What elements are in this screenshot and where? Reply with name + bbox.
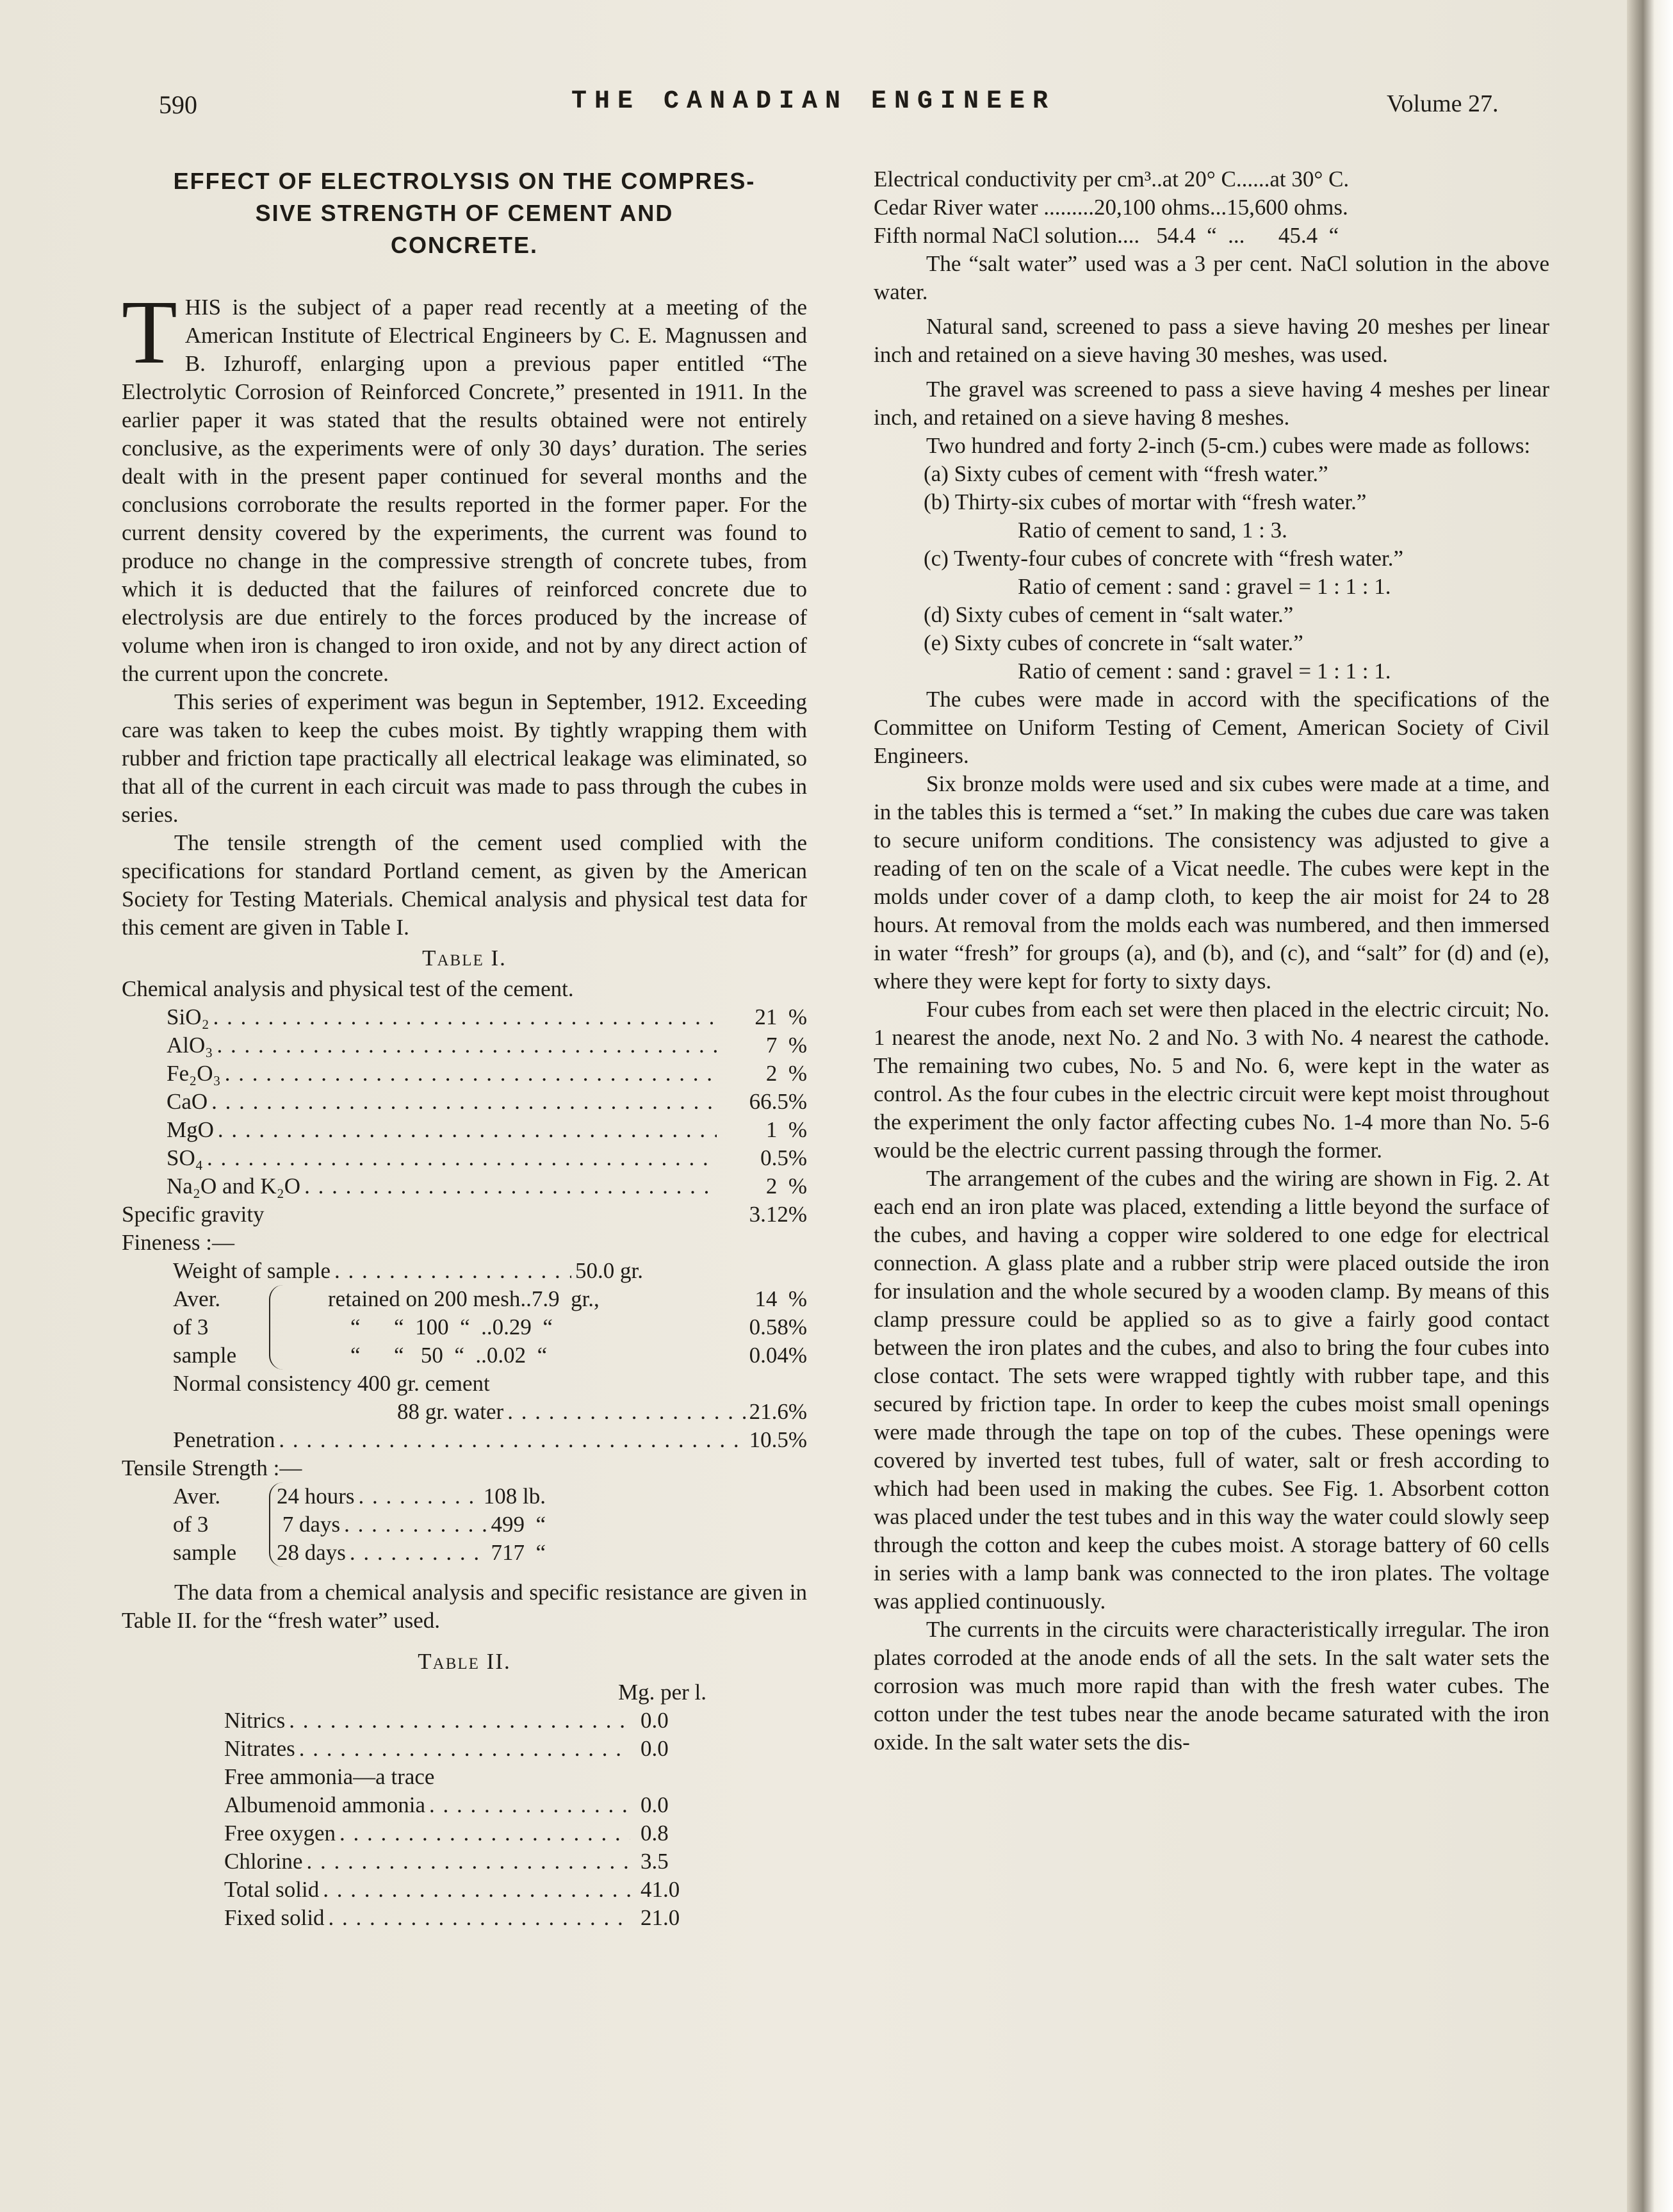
running-header [0,85,1627,123]
row-value: 717 “ [491,1540,546,1565]
dot-leader [306,1847,630,1876]
paragraph: The cubes were made in accord with the specifications of the Committee on Uniform Testing of Cement, American Society of Civil Engineers. [874,687,1549,768]
row-label: Nitrates [224,1736,295,1761]
fineness-row [277,1285,807,1313]
dot-leader [218,1116,717,1144]
row-value: 0.04% [749,1343,807,1368]
row-label: 24 hours [277,1484,355,1509]
row-label: Nitrics [224,1708,286,1733]
chemical-row [122,1088,807,1116]
row-label: Chlorine [224,1849,303,1874]
page-number: 590 [159,90,197,119]
table-1-caption: Chemical analysis and physical test of the cement. [122,976,574,1001]
row-label: Na₂O and K₂O [167,1174,301,1199]
dot-leader [299,1735,630,1763]
fineness-group [122,1257,807,1454]
cube-list [874,460,1549,685]
volume-label: Volume 27. [1387,90,1499,117]
row-value: 3.12% [749,1202,807,1227]
dot-leader [213,1003,717,1031]
row-label: Fixed solid [224,1905,325,1930]
row-value: 0.8 [641,1821,669,1846]
list-item: Ratio of cement : sand : gravel = 1 : 1 : 1. [1018,574,1391,599]
row-label: “ “ 50 “ ..0.02 “ [328,1343,548,1368]
water-analysis-row [122,1763,711,1791]
water-analysis-row [122,1847,711,1876]
conductivity-row: Cedar River water .........20,100 ohms...15,600 ohms. [874,195,1348,220]
fineness-brace [122,1285,807,1370]
table-2-unit: Mg. per l. [618,1680,707,1705]
row-value: 14 % [755,1286,807,1311]
row-label: AlO₃ [167,1033,213,1058]
row-label: SiO₂ [167,1004,209,1029]
paragraph: The “salt water” used was a 3 per cent. NaCl solution in the above water. [874,251,1549,304]
right-column [874,165,1549,1757]
row-label: retained on 200 mesh..7.9 gr., [328,1286,600,1311]
row-label: 7 days [277,1512,341,1537]
paragraph: The tensile strength of the cement used complied with the specifications for standard Portland cement, as given by the American Society for Testing Materials. Chemical analysis and physical test data for this cement are given in Table I. [122,830,807,940]
list-item: (b) Thirty-six cubes of mortar with “fresh water.” [924,489,1367,514]
row-label: Fe₂O₃ [167,1061,221,1086]
row-value: 7 % [765,1033,807,1058]
water-analysis-row [122,1735,711,1763]
normal-consistency-label: Normal consistency 400 gr. cement [173,1371,490,1396]
paragraph [122,281,807,688]
row-value: 499 “ [491,1512,546,1537]
water-analysis-row [122,1791,711,1819]
paragraph: Four cubes from each set were then placed in the electric circuit; No. 1 nearest the anode, next No. 2 and No. 3 with No. 4 nearest the cathode. The remaining two cubes, No. 5 and No. 6, were kept in the water as control. As the four cubes in the electric circuit were kept moist throughout the experiment the only factor affecting cubes No. 1-4 more than No. 5-6 would be the electric current passing through the former. [874,997,1549,1163]
journal-title: THE CANADIAN ENGINEER [571,87,1056,116]
paragraph-text: HIS is the subject of a paper read recently at a meeting of the American Institute of Electrical Engineers by C. E. Magnussen and B. Izhuroff, enlarging upon a previous paper entitled “The Electrolytic Corrosion of Reinforced Concrete,” presented in 1911. In the earlier paper it was stated that the results obtained were not entirely conclusive, as the experiments were of only 30 days’ duration. The series dealt with in the present paper continued for several months and the conclusions corroborate the results reported in the former paper. For the current density covered by the experiments, the current was found to produce no change in the compressive strength of concrete tubes, from which it is deducted that the failures of reinforced concrete due to electrolysis are due entirely to the forces produced by the increase of volume when iron is changed to iron oxide, and not by any direct action of the current upon the concrete. [122,295,807,686]
tensile-rows [269,1482,546,1567]
row-value: 1 % [765,1117,807,1142]
brace-label: Aver. of 3 sample [173,1286,237,1368]
water-analysis-row [122,1707,711,1735]
row-value: 21.0 [641,1905,680,1930]
dot-leader [304,1172,717,1200]
row-value: 66.5% [749,1089,807,1114]
row-value: 108 lb. [483,1484,546,1509]
water-analysis-row [122,1876,711,1904]
row-value: 3.5 [641,1849,669,1874]
tensile-row [277,1511,546,1539]
chemical-row [122,1144,807,1172]
row-value: 10.5% [749,1427,807,1452]
paragraph: The currents in the circuits were characteristically irregular. The iron plates corroded at the anode ends of all the sets. In the salt water sets the corrosion was much more rapid than with the fresh water cubes. The cotton under the test tubes near the anode became saturated with the iron oxide. In the salt water sets the dis- [874,1617,1549,1755]
title-line: CONCRETE. [390,232,538,258]
row-value: 21 % [755,1004,807,1029]
paragraph: The data from a chemical analysis and specific resistance are given in Table II. for the “fresh water” used. [122,1580,807,1633]
row-value: 0.0 [641,1708,669,1733]
brace-label: Aver. of 3 sample [173,1484,237,1565]
table-2-title: Table II. [418,1649,511,1674]
fineness-label: Fineness :— [122,1230,234,1255]
chemical-row [122,1003,807,1031]
dot-leader [429,1791,630,1819]
row-value: 41.0 [641,1877,680,1902]
row-value: 2 % [765,1174,807,1199]
specific-gravity-row [122,1200,807,1229]
dot-leader [323,1876,630,1904]
row-label: Penetration [173,1427,275,1452]
list-item: (c) Twenty-four cubes of concrete with “fresh water.” [924,546,1404,571]
row-label: CaO [167,1089,208,1114]
row-label: Total solid [224,1877,320,1902]
row-label: SO₄ [167,1145,203,1170]
conductivity-header: Electrical conductivity per cm³..at 20° C......at 30° C. [874,167,1350,192]
row-value: 0.0 [641,1736,669,1761]
penetration-row [122,1426,807,1454]
dot-leader [350,1539,487,1567]
paragraph: The arrangement of the cubes and the wiring are shown in Fig. 2. At each end an iron plate was placed, extending a little beyond the surface of the cubes, and having a copper wire soldered to one edge for electrical connection. A glass plate and a rubber strip were placed outside the iron for insulation and the whole secured by a wooden clamp. By means of this clamp pressure could be applied so as to give a fairly good contact between the iron plates and the cubes, and also to bring the four cubes into close contact. The sets were wrapped tightly with rubber tape, and this secured by friction tape. In order to keep the cubes moist small openings were made through the tape on top of the cubes. These openings were covered by inverted test tubes, full of water, salt or fresh according to which had been used in making the cubes. See Fig. 1. Absorbent cotton was placed under the test tubes and in this way the water could slowly seep through the cotton and keep the cubes moist. A storage battery of 60 cells in series with a lamp bank was connected to the iron plates. The voltage was applied continuously. [874,1166,1549,1614]
fineness-rows [269,1285,807,1370]
chemical-row [122,1116,807,1144]
dot-leader [216,1031,717,1060]
fineness-row [277,1313,807,1341]
drop-cap: T [122,281,177,382]
left-column [122,165,807,1932]
paragraph: The gravel was screened to pass a sieve having 4 meshes per linear inch, and retained on a sieve having 8 meshes. [874,377,1549,430]
title-line: EFFECT OF ELECTROLYSIS ON THE COMPRES- [173,168,756,194]
row-label: 28 days [277,1540,346,1565]
book-spine [1627,0,1673,2212]
row-label: “ “ 100 “ ..0.29 “ [328,1315,553,1339]
list-item: (a) Sixty cubes of cement with “fresh water.” [924,461,1328,486]
tensile-brace [122,1482,807,1567]
row-label: MgO [167,1117,214,1142]
tensile-label: Tensile Strength :— [122,1455,302,1480]
normal-consistency-row [122,1398,807,1426]
tensile-row [277,1482,546,1511]
article-title [122,165,807,261]
conductivity-row: Fifth normal NaCl solution.... 54.4 “ ... 45.4 “ [874,223,1339,248]
list-item: (e) Sixty cubes of concrete in “salt water.” [924,630,1303,655]
list-item: (d) Sixty cubes of cement in “salt water.” [924,602,1294,627]
tensile-row [277,1539,546,1567]
paragraph: Natural sand, screened to pass a sieve having 20 meshes per linear inch and retained on a sieve having 30 meshes, was used. [874,314,1549,367]
title-line: SIVE STRENGTH OF CEMENT AND [255,200,674,226]
row-label: 88 gr. water [397,1399,504,1424]
dot-leader [344,1511,487,1539]
water-analysis-row [122,1904,711,1932]
list-item: Ratio of cement to sand, 1 : 3. [1018,518,1287,543]
chemical-row [122,1060,807,1088]
paragraph: This series of experiment was begun in September, 1912. Exceeding care was taken to keep the cubes moist. By tightly wrapping them with rubber and friction tape practically all electrical leakage was eliminated, so that all of the current in each circuit was made to pass through the cubes in series. [122,689,807,827]
dot-leader [339,1819,630,1847]
row-label: Albumenoid ammonia [224,1792,425,1817]
row-label: Specific gravity [122,1202,265,1227]
row-value: 21.6% [749,1399,807,1424]
dot-leader [329,1904,630,1932]
paragraph: Two hundred and forty 2-inch (5-cm.) cubes were made as follows: [926,433,1531,458]
dot-leader [225,1060,717,1088]
chemical-row [122,1172,807,1200]
chemical-analysis-table [122,1003,807,1200]
row-value: 2 % [765,1061,807,1086]
row-label: Weight of sample [173,1258,331,1283]
row-value: 50.0 gr. [575,1258,643,1283]
chemical-row [122,1031,807,1060]
dot-leader [359,1482,480,1511]
dot-leader [289,1707,630,1735]
row-label: Free ammonia—a trace [224,1764,435,1789]
row-value: 0.0 [641,1792,669,1817]
water-analysis-row [122,1819,711,1847]
weight-row [122,1257,807,1285]
water-analysis-table [122,1707,807,1932]
row-value: 0.58% [749,1315,807,1339]
paragraph: Six bronze molds were used and six cubes were made at a time, and in the tables this is termed a “set.” In making the cubes due care was taken to secure uniform conditions. The consistency was adjusted to give a reading of ten on the scale of a Vicat needle. The cubes were kept in the molds under cover of a damp cloth, to keep the air moist for 24 to 28 hours. At removal from the molds each was numbered, and then immersed in water “fresh” for groups (a), and (b), and (c), and “salt” for (d) and (e), where they were kept for forty to sixty days. [874,771,1549,994]
row-value: 0.5% [760,1145,807,1170]
table-1-title: Table I. [422,946,507,971]
fineness-row [277,1341,807,1370]
list-item: Ratio of cement : sand : gravel = 1 : 1 : 1. [1018,659,1391,684]
dot-leader [211,1088,717,1116]
dot-leader [207,1144,717,1172]
row-label: Free oxygen [224,1821,336,1846]
